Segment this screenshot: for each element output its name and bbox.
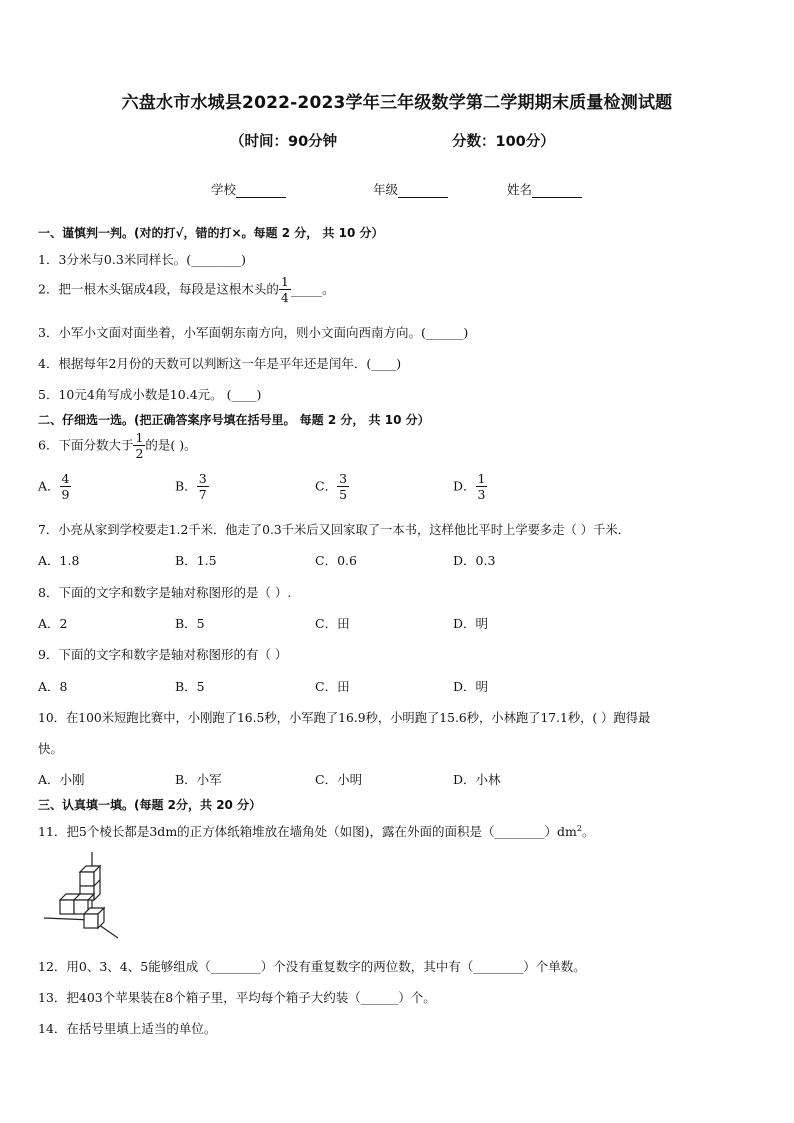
q10-option-c[interactable]: C．小明 (315, 772, 363, 787)
fraction: $\frac{1}{4}$ (280, 274, 289, 305)
question-11: 11．把5个棱长都是3dm的正方体纸箱堆放在墙角处（如图)，露在外面的面积是$(\_\_\_\_\_\_\_\_)dm^2$。 (38, 823, 595, 839)
fraction: $\frac{1}{2}$ (135, 430, 144, 461)
question-9: 9．下面的文字和数字是轴对称图形的有（ ） (38, 647, 288, 662)
exam-time: （时间：90分钟 (230, 134, 338, 150)
q7-option-a[interactable]: A．1.8 (38, 553, 80, 568)
question-10: 10．在100米短跑比赛中，小刚跑了16.5秒，小军跑了16.9秒，小明跑了15.6秒，小林跑了17.1秒，( ）跑得最 (38, 711, 651, 725)
q8-option-d[interactable]: D．明 (453, 616, 489, 631)
name-label: 姓名 (507, 182, 533, 197)
school-label: 学校 (211, 182, 237, 197)
school-field[interactable] (211, 180, 286, 198)
q6-option-b[interactable]: B． $\frac{3}{7}$ (175, 471, 207, 502)
q9-option-c[interactable]: C．田 (315, 679, 350, 694)
grade-field[interactable] (373, 180, 448, 198)
stacked-cubes-figure (40, 850, 130, 942)
page-title: 六盘水市水城县2022-2023学年三年级数学第二学期期末质量检测试题 (121, 93, 673, 113)
question-1: 1．3分米与0.3米同样长。(________) (38, 252, 247, 267)
question-5: 5．10元4角写成小数是10.4元。 (____) (38, 387, 262, 402)
q6-option-c[interactable]: C． $\frac{3}{5}$ (315, 471, 348, 502)
q7-option-d[interactable]: D．0.3 (453, 553, 496, 568)
question-6: 6．下面分数大于 $\frac{1}{2}$ 的是( )。 (38, 430, 197, 461)
question-7: 7．小亮从家到学校要走1.2千米．他走了0.3千米后又回家取了一本书，这样他比平时上学要多走（ ）千米． (38, 523, 630, 537)
q7-option-c[interactable]: C．0.6 (315, 553, 357, 568)
question-3: 3．小军小文面对面坐着，小军面朝东南方向，则小文面向西南方向。(______) (38, 325, 469, 340)
question-10-cont: 快。 (38, 741, 64, 756)
question-8: 8．下面的文字和数字是轴对称图形的是（ ）. (38, 585, 292, 600)
q7-option-b[interactable]: B．1.5 (175, 553, 217, 568)
q10-option-b[interactable]: B．小军 (175, 772, 222, 787)
q6-option-d[interactable]: D． $\frac{1}{3}$ (453, 471, 486, 502)
q9-option-d[interactable]: D．明 (453, 679, 489, 694)
q9-option-b[interactable]: B．5 (175, 679, 205, 694)
q9-option-a[interactable]: A．8 (38, 679, 68, 694)
grade-label: 年级 (373, 182, 399, 197)
question-2: 2．把一根木头锯成4段，每段是这根木头的 $\frac{1}{4}$ _____。 (38, 274, 335, 305)
q8-option-b[interactable]: B．5 (175, 616, 205, 631)
q8-option-c[interactable]: C．田 (315, 616, 350, 631)
question-12: 12．用0、3、4、5能够组成（________）个没有重复数字的两位数，其中有（________）个单数。 (38, 959, 586, 974)
q8-option-a[interactable]: A．2 (38, 616, 68, 631)
q10-option-a[interactable]: A．小刚 (38, 772, 85, 787)
section-1-heading: 一、谨慎判一判。(对的打√，错的打×。每题 2 分， 共 10 分） (38, 226, 384, 240)
exam-score: 分数：100分） (452, 134, 555, 150)
question-13: 13．把403个苹果装在8个箱子里，平均每个箱子大约装（______）个。 (38, 990, 436, 1005)
section-3-heading: 三、认真填一填。(每题 2分，共 20 分） (38, 798, 262, 812)
q6-option-a[interactable]: A． $\frac{4}{9}$ (38, 471, 70, 502)
section-2-heading: 二、仔细选一选。(把正确答案序号填在括号里。 每题 2 分， 共 10 分） (38, 413, 430, 427)
question-14: 14．在括号里填上适当的单位。 (38, 1021, 217, 1036)
name-field[interactable] (507, 180, 582, 198)
question-4: 4．根据每年2月份的天数可以判断这一年是平年还是闰年．(____) (38, 356, 402, 371)
q10-option-d[interactable]: D．小林 (453, 772, 501, 787)
